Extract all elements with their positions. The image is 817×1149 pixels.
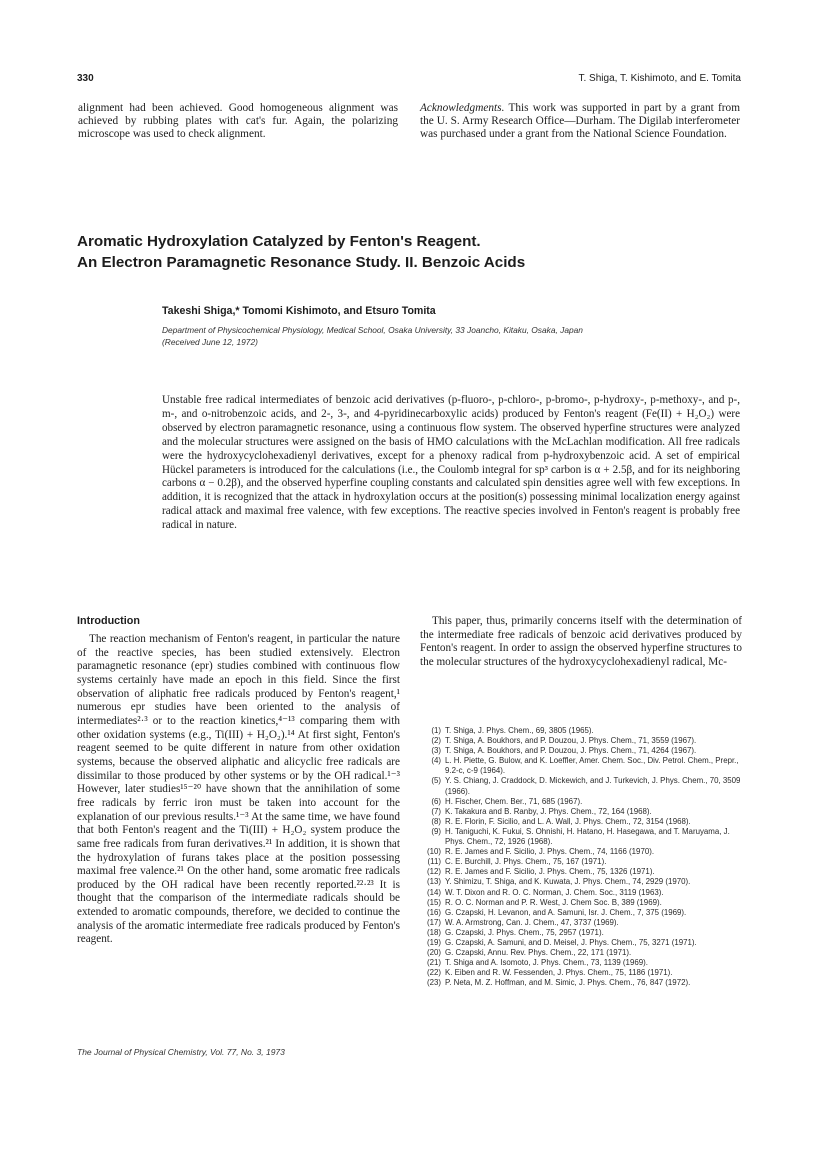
reference-text: P. Neta, M. Z. Hoffman, and M. Simic, J. Phys. Chem., 76, 847 (1972). [445,978,691,988]
reference-text: T. Shiga and A. Isomoto, J. Phys. Chem., 73, 1139 (1969). [445,958,648,968]
acknowledgments-paragraph [420,102,740,142]
reference-number: (13) [426,877,441,887]
previous-article-paragraph: alignment had been achieved. Good homogeneous alignment was achieved by rubbing plates with cat's fur. Again, the polarizing microscope was used to check alignment. [78,102,398,141]
introduction-left-column [77,633,400,947]
reference-item [418,857,742,867]
reference-number: (1) [431,726,441,735]
reference-item [418,746,742,756]
reference-item [418,797,742,807]
reference-text: G. Czapski, A. Samuni, and D. Meisel, J. Phys. Chem., 75, 3271 (1971). [445,937,697,947]
article-title-line-2: An Electron Paramagnetic Resonance Study. II. Benzoic Acids [77,254,526,271]
reference-item [418,898,742,908]
reference-number: (5) [431,776,441,786]
reference-item [418,877,742,887]
reference-text: G. Czapski, J. Phys. Chem., 75, 2957 (1971). [445,927,604,937]
reference-number: (7) [431,806,441,816]
reference-text: R. E. James and F. Sicilio, J. Phys. Chem., 74, 1166 (1970). [445,847,655,857]
reference-text: T. Shiga, A. Boukhors, and P. Douzou, J. Phys. Chem., 71, 3559 (1967). [445,736,697,746]
reference-number: (11) [427,857,441,867]
reference-item [418,978,742,988]
abstract: Unstable free radical intermediates of benzoic acid derivatives (p-fluoro-, p-chloro-, p-bromo-, p-hydroxy-, p-methoxy-, and p-, m-, and o-nitrobenzoic acids, and 2-, 3-, and 4-pyridinecarboxylic acids) produced by Fenton's reagent (Fe(II) + H₂O₂) were observed by electron paramagnetic resonance, using a continuous flow system. The observed hyperfine structures were analyzed and the molecular structures were assigned on the basis of HMO calculations with the McLachlan modification. All free radicals were the hydroxycyclohexadienyl derivatives, except for a phenoxy radical from p-hydroxybenzoic acid. A set of empirical Hückel parameters is introduced for the calculations (i.e., the Coulomb integral for sp³ carbon is α + 2.5β, and for its neighboring carbons α − 0.2β), and the observed hyperfine coupling constants and calculated spin densities agree well with few exceptions. In addition, it is recognized that the attack in hydroxylation occurs at the position(s) possessing minimal localization energy against radical attack and maximal free valence, with few exceptions. The reactive species involved in Fenton's reagent is probably free radical in nature. [162,394,740,532]
reference-number: (2) [431,736,441,746]
reference-number: (4) [431,756,441,766]
reference-number: (23) [426,978,441,988]
reference-number: (14) [426,887,441,897]
reference-text: Y. S. Chiang, J. Craddock, D. Mickewich, and J. Turkevich, J. Phys. Chem., 70, 3509 (1966). [445,776,741,796]
reference-item [418,827,742,847]
acknowledgments-heading: Acknowledgments. [420,102,505,114]
reference-item [418,847,742,857]
reference-text: H. Fischer, Chem. Ber., 71, 685 (1967). [445,796,583,806]
reference-text: W. A. Armstrong, Can. J. Chem., 47, 3737 (1969). [445,917,619,927]
reference-text: R. O. C. Norman and P. R. West, J. Chem Soc. B, 389 (1969). [445,897,662,907]
reference-item [418,776,742,796]
reference-number: (3) [431,746,441,756]
reference-text: R. E. Florin, F. Sicilio, and L. A. Wall, J. Phys. Chem., 72, 3154 (1968). [445,816,691,826]
acknowledgments [420,102,740,142]
reference-number: (9) [431,826,441,836]
reference-text: K. Eiben and R. W. Fessenden, J. Phys. Chem., 75, 1186 (1971). [445,968,673,978]
reference-number: (8) [431,816,441,826]
reference-item [418,928,742,938]
reference-item [418,736,742,746]
reference-number: (6) [431,796,441,806]
reference-text: T. Shiga, A. Boukhors, and P. Douzou, J. Phys. Chem., 71, 4264 (1967). [445,746,697,756]
acknowledgments-text: This work was supported in part by a grant from the U. S. Army Research Office—Durham. The Digilab interferometer was purchased under a grant from the National Science Foundation. [420,102,740,141]
introduction-paragraph: The reaction mechanism of Fenton's reagent, in particular the nature of the reactive species, has been studied extensively. Electron paramagnetic resonance (epr) studies combined with continuous flow systems certainly have made an epoch in this field. Since the first observation of aliphatic free radicals produced by Fenton's reagent,¹ numerous epr studies have been oriented to the analysis of intermediates²·³ or to the reaction kinetics,⁴⁻¹³ comparing them with other oxidation systems (e.g., Ti(III) + H₂O₂).¹⁴ At first sight, Fenton's reagent seemed to be quite different in nature from other oxidation systems, because the observed aliphatic and alicyclic free radicals are dissimilar to those produced by other systems or by the OH radical.¹⁻³ However, later studies¹⁵⁻²⁰ have shown that the annihilation of some free radicals by ferric iron must be taken into account for the explanation of our previous results.¹⁻³ At the same time, we have found that both Fenton's reagent and the Ti(III) + H₂O₂ system produce the same free radicals from furan derivatives.²¹ In addition, it is shown that the hydroxylation of furans takes place at the position possessing maximal free valence.²¹ On the other hand, some aromatic free radicals produced by the OH radical have been recently reported.²²·²³ It is thought that the comparison of the intermediate radicals should be extended to aromatic compounds, therefore, we decided to continue the analysis of the aromatic intermediate free radicals produced by Fenton's reagent. [77,633,400,946]
affiliation: Department of Physicochemical Physiology, Medical School, Osaka University, 33 Joancho, Kitaku, Osaka, Japan [162,325,583,335]
reference-text: L. H. Piette, G. Bulow, and K. Loeffler, Amer. Chem. Soc., Div. Petrol. Chem., Prepr., 9.2-c, c-9 (1964). [445,756,739,776]
received-date: (Received June 12, 1972) [162,337,258,348]
reference-text: H. Taniguchi, K. Fukui, S. Ohnishi, H. Hatano, H. Hasegawa, and T. Maruyama, J. Phys. Chem., 72, 1926 (1968). [445,826,730,847]
authors: Takeshi Shiga,* Tomomi Kishimoto, and Etsuro Tomita [162,305,436,317]
running-head: T. Shiga, T. Kishimoto, and E. Tomita [578,73,741,84]
page-number: 330 [77,73,94,84]
reference-text: K. Takakura and B. Ranby, J. Phys. Chem., 72, 164 (1968). [445,806,652,816]
introduction-right-column [420,615,742,669]
reference-item [418,888,742,898]
reference-number: (22) [426,968,441,978]
reference-number: (20) [426,948,441,958]
reference-item [418,867,742,877]
reference-text: W. T. Dixon and R. O. C. Norman, J. Chem. Soc., 3119 (1963). [445,887,664,897]
reference-text: R. E. James and F. Sicilio, J. Phys. Chem., 75, 1326 (1971). [445,867,655,877]
reference-item [418,908,742,918]
reference-item [418,756,742,776]
reference-item [418,948,742,958]
introduction-continuation-paragraph: This paper, thus, primarily concerns itself with the determination of the intermediate free radicals of benzoic acid derivatives produced by Fenton's reagent. In order to assign the observed hyperfine structures to the molecular structures of the hydroxycyclohexadienyl radical, Mc- [420,615,742,668]
previous-article-text [78,102,398,142]
reference-text: C. E. Burchill, J. Phys. Chem., 75, 167 (1971). [445,857,607,867]
reference-number: (21) [426,958,441,968]
reference-number: (17) [426,917,441,927]
article-title-line-1: Aromatic Hydroxylation Catalyzed by Fenton's Reagent. [77,233,481,250]
reference-item [418,938,742,948]
reference-text: G. Czapski, H. Levanon, and A. Samuni, Isr. J. Chem., 7, 375 (1969). [445,907,687,917]
reference-number: (15) [426,897,441,907]
reference-number: (10) [426,847,441,857]
journal-footer: The Journal of Physical Chemistry, Vol. 77, No. 3, 1973 [77,1047,285,1057]
reference-item [418,807,742,817]
reference-text: T. Shiga, J. Phys. Chem., 69, 3805 (1965). [445,726,594,735]
reference-number: (12) [426,867,441,877]
section-heading-introduction: Introduction [77,615,140,627]
reference-number: (18) [426,927,441,937]
references-list [418,726,742,988]
reference-number: (19) [426,937,441,947]
reference-text: Y. Shimizu, T. Shiga, and K. Kuwata, J. Phys. Chem., 74, 2929 (1970). [445,877,691,887]
reference-item [418,726,742,736]
reference-item [418,817,742,827]
reference-item [418,968,742,978]
article-title [77,231,737,273]
affiliation-block [162,324,752,348]
reference-number: (16) [426,907,441,917]
reference-item [418,958,742,968]
reference-item [418,918,742,928]
reference-text: G. Czapski, Annu. Rev. Phys. Chem., 22, 171 (1971). [445,948,632,958]
